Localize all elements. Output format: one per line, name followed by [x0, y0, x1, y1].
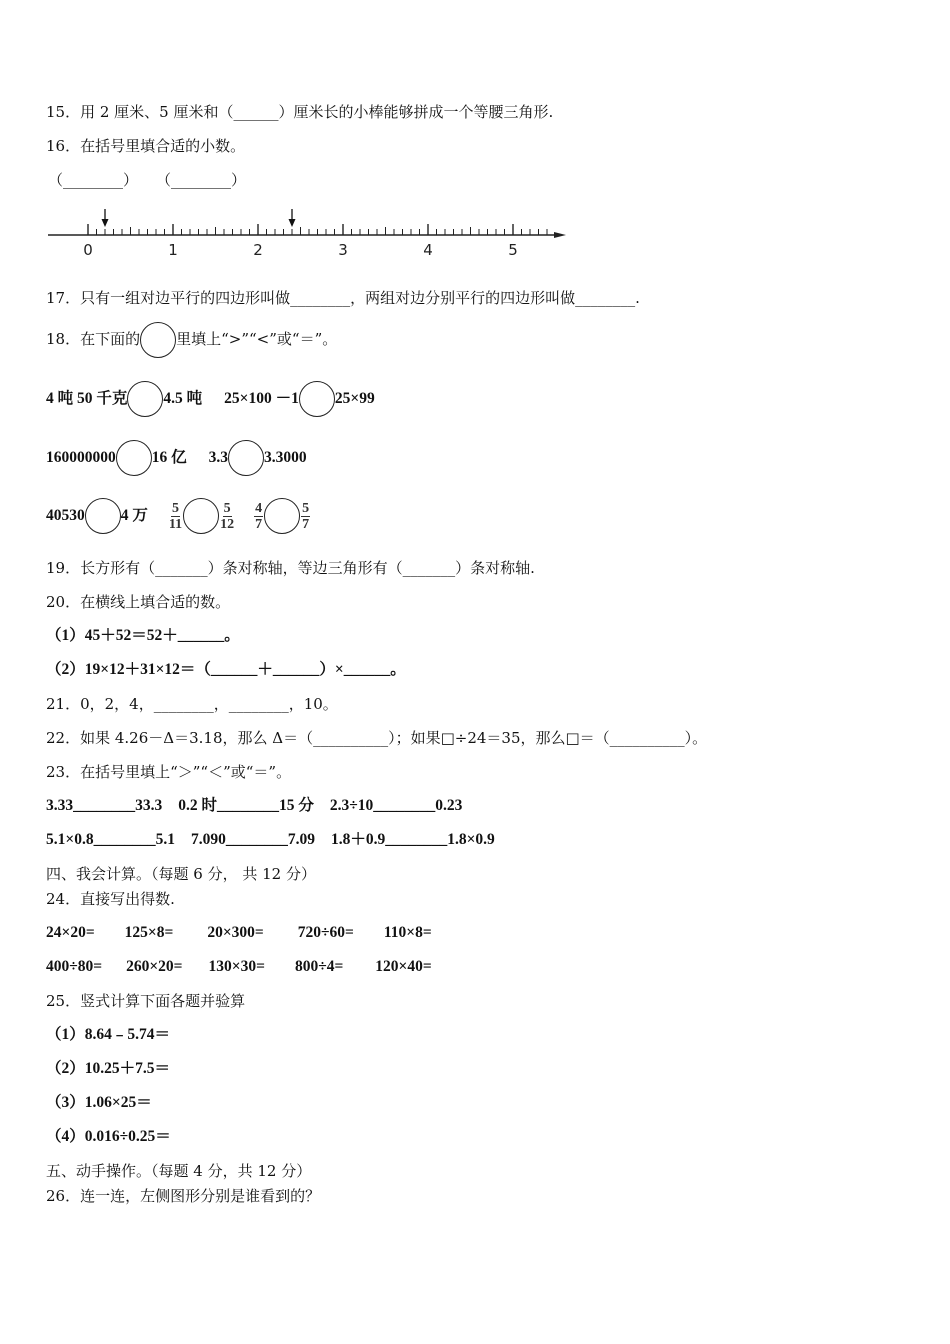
q17-text: 17．只有一组对边平行的四边形叫做________，两组对边分别平行的四边形叫做________. — [46, 289, 640, 307]
q23-title: 23．在括号里填上“＞”“＜”或“＝”。 — [46, 763, 292, 781]
q18-circle-2[interactable] — [299, 381, 335, 417]
q18-circle-3[interactable] — [116, 440, 152, 476]
fraction-5-7: $\frac{5}{7}$ — [302, 500, 310, 532]
q23-item: 3.33________33.3 — [46, 797, 163, 814]
calc-item: 125×8= — [124, 924, 174, 941]
tick-label: 3 — [338, 241, 348, 259]
q25-item-2: （2）10.25＋7.5＝ — [46, 1060, 171, 1077]
down-arrow-icon — [289, 219, 296, 227]
number-line — [44, 205, 574, 265]
q18-circle-4[interactable] — [228, 440, 264, 476]
q18-row-2 — [46, 439, 307, 477]
q18-r1b-right: 25×99 — [334, 390, 375, 407]
q23-item: 0.2 时________15 分 — [178, 797, 314, 814]
q18-r2b-right: 3.3000 — [264, 449, 307, 466]
q18-r2a-right: 16 亿 — [151, 449, 187, 466]
tick-label: 1 — [168, 241, 178, 259]
q18-r3a-right: 4 万 — [120, 507, 148, 524]
calc-item: 120×40= — [375, 958, 432, 975]
fraction-5-11: $\frac{5}{11}$ — [168, 500, 183, 532]
fraction-4-7: $\frac{4}{7}$ — [255, 500, 263, 532]
q18-title — [46, 320, 337, 358]
q23-item: 7.090________7.09 — [190, 831, 315, 848]
q16-title: 16．在括号里填合适的小数。 — [46, 137, 246, 155]
q16-blank-2[interactable]: （________） — [156, 171, 247, 189]
q23-row-1 — [46, 796, 462, 816]
tick-label: 5 — [508, 241, 518, 259]
q16-blank-1[interactable]: （________） — [48, 171, 139, 189]
calc-item: 720÷60= — [297, 924, 354, 941]
calc-item: 260×20= — [126, 958, 183, 975]
q18-title-b: 里填上“>”“<”或“＝”。 — [176, 330, 338, 348]
q21-text: 21．0，2，4，________，________，10。 — [46, 695, 338, 713]
down-arrow-icon — [102, 219, 109, 227]
section-4-heading: 四、我会计算。（每题 6 分， 共 12 分） — [46, 865, 316, 883]
q18-circle-1[interactable] — [127, 381, 163, 417]
q15-text: 15．用 2 厘米、5 厘米和（______）厘米长的小棒能够拼成一个等腰三角形. — [46, 103, 554, 121]
q19-text: 19．长方形有（_______）条对称轴，等边三角形有（_______）条对称轴. — [46, 559, 535, 577]
q16-blanks — [48, 170, 246, 190]
q18-circle-6[interactable] — [183, 498, 219, 534]
q23-item: 2.3÷10________0.23 — [329, 797, 463, 814]
calc-item: 110×8= — [383, 924, 432, 941]
q23-item: 1.8＋0.9________1.8×0.9 — [330, 831, 495, 848]
q18-row-3 — [46, 496, 311, 536]
tick-label: 4 — [423, 241, 433, 259]
tick-label: 0 — [83, 241, 93, 259]
q18-title-a: 18．在下面的 — [46, 330, 141, 348]
q24-title: 24．直接写出得数. — [46, 890, 175, 908]
q24-row-2 — [46, 957, 432, 977]
q18-r2b-left: 3.3 — [208, 449, 229, 466]
q18-r1b-left: 25×100 －1 — [224, 390, 299, 407]
q18-r2a-left: 160000000 — [46, 449, 116, 466]
q24-row-1 — [46, 923, 432, 943]
q20-part-2: （2）19×12＋31×12＝（______＋______）×______。 — [46, 661, 406, 678]
q25-title: 25．竖式计算下面各题并验算 — [46, 992, 246, 1010]
q25-item-3: （3）1.06×25＝ — [46, 1094, 152, 1111]
q18-row-1 — [46, 380, 375, 418]
axis-arrowhead — [554, 232, 566, 238]
q18-r1a-left: 4 吨 50 千克 — [46, 390, 128, 407]
q20-part-1: （1）45＋52＝52＋______。 — [46, 627, 240, 644]
section-5-heading: 五、动手操作。（每题 4 分，共 12 分） — [46, 1162, 312, 1180]
q18-r3a-left: 40530 — [46, 507, 85, 524]
q26-text: 26．连一连，左侧图形分别是谁看到的？ — [46, 1187, 321, 1205]
calc-item: 20×300= — [207, 924, 264, 941]
q23-item: 5.1×0.8________5.1 — [46, 831, 175, 848]
compare-circle — [140, 322, 176, 358]
q25-item-4: （4）0.016÷0.25＝ — [46, 1128, 171, 1145]
q22-text: 22．如果 4.26－Δ＝3.18，那么 Δ＝（__________）；如果□÷24＝35，那么□＝（__________）。 — [46, 729, 708, 747]
q20-title: 20．在横线上填合适的数。 — [46, 593, 231, 611]
tick-label: 2 — [253, 241, 263, 259]
calc-item: 24×20= — [46, 924, 95, 941]
calc-item: 130×30= — [208, 958, 265, 975]
calc-item: 400÷80= — [46, 958, 103, 975]
q25-item-1: （1）8.64﹣5.74＝ — [46, 1026, 171, 1043]
q18-circle-7[interactable] — [264, 498, 300, 534]
q23-row-2 — [46, 830, 495, 850]
q18-r1a-right: 4.5 吨 — [163, 390, 203, 407]
fraction-5-12: $\frac{5}{12}$ — [220, 500, 235, 532]
calc-item: 800÷4= — [294, 958, 344, 975]
q18-circle-5[interactable] — [85, 498, 121, 534]
